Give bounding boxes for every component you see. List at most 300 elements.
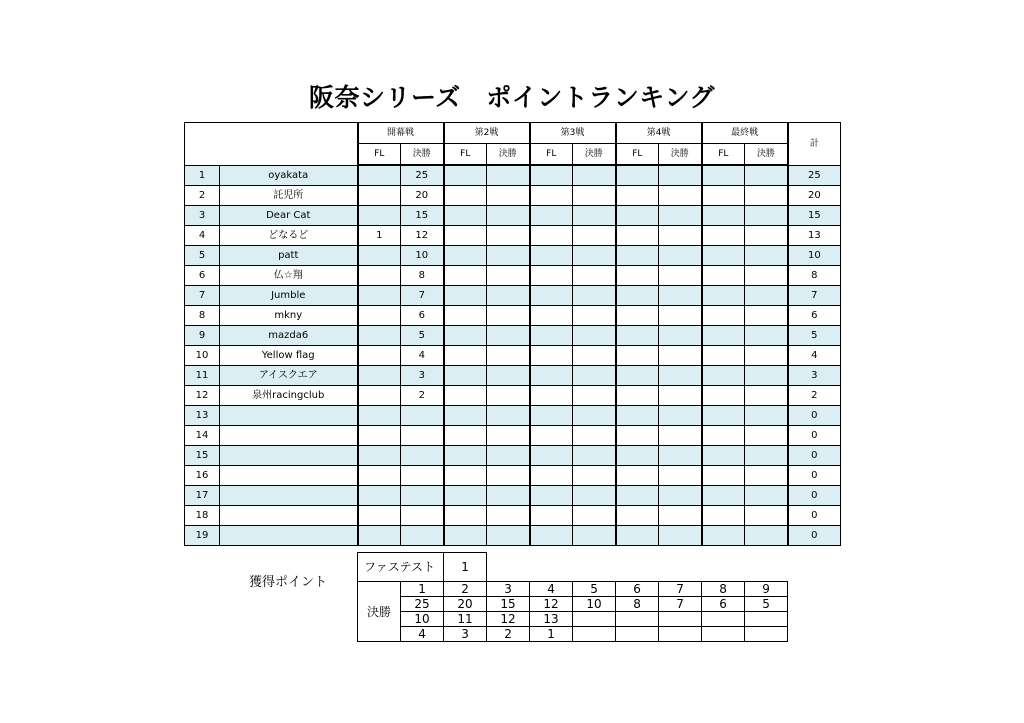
total-cell: 0 — [788, 446, 841, 466]
round2-fl-cell — [444, 526, 487, 546]
round5-final-cell — [745, 366, 788, 386]
position-cell: 7 — [659, 582, 702, 597]
round2-final-cell — [487, 466, 530, 486]
round5-fl-cell — [702, 286, 745, 306]
table-row — [185, 286, 841, 306]
ranking-table — [184, 122, 841, 546]
team-name-cell: 泉州racingclub — [220, 386, 358, 406]
positions-row — [358, 582, 788, 597]
round4-final-cell — [659, 486, 702, 506]
total-cell: 8 — [788, 266, 841, 286]
position-cell: 8 — [702, 582, 745, 597]
round4-fl-cell — [616, 226, 659, 246]
points-cell: 13 — [530, 612, 573, 627]
fl-header: FL — [702, 144, 745, 166]
table-row — [185, 446, 841, 466]
round5-final-cell — [745, 306, 788, 326]
team-name-cell: mazda6 — [220, 326, 358, 346]
round-header: 最終戦 — [702, 123, 788, 144]
round5-fl-cell — [702, 306, 745, 326]
team-name-cell — [220, 446, 358, 466]
round4-final-cell — [659, 446, 702, 466]
round1-fl-cell — [358, 446, 401, 466]
round3-fl-cell — [530, 346, 573, 366]
round5-final-cell — [745, 266, 788, 286]
total-cell: 0 — [788, 506, 841, 526]
team-name-cell — [220, 506, 358, 526]
total-cell: 0 — [788, 486, 841, 506]
round3-fl-cell — [530, 386, 573, 406]
points-cell — [659, 612, 702, 627]
points-cell: 7 — [659, 597, 702, 612]
team-name-cell: 託児所 — [220, 186, 358, 206]
round1-final-cell: 10 — [401, 246, 444, 266]
table-row — [185, 486, 841, 506]
total-cell: 20 — [788, 186, 841, 206]
round2-final-cell — [487, 246, 530, 266]
round4-final-cell — [659, 426, 702, 446]
position-cell: 1 — [401, 582, 444, 597]
team-name-cell: mkny — [220, 306, 358, 326]
round3-fl-cell — [530, 165, 573, 186]
round4-fl-cell — [616, 286, 659, 306]
rank-cell: 17 — [185, 486, 220, 506]
team-name-cell — [220, 426, 358, 446]
round4-final-cell — [659, 266, 702, 286]
round2-final-cell — [487, 266, 530, 286]
team-name-cell — [220, 486, 358, 506]
round2-final-cell — [487, 426, 530, 446]
blank-area — [487, 553, 788, 582]
round1-fl-cell — [358, 266, 401, 286]
points-cell: 8 — [616, 597, 659, 612]
round1-final-cell: 3 — [401, 366, 444, 386]
round2-fl-cell — [444, 466, 487, 486]
total-cell: 10 — [788, 246, 841, 266]
ranking-body — [185, 165, 841, 546]
final-header: 決勝 — [573, 144, 616, 166]
round3-final-cell — [573, 406, 616, 426]
round1-final-cell — [401, 426, 444, 446]
round3-final-cell — [573, 306, 616, 326]
rank-cell: 2 — [185, 186, 220, 206]
round3-final-cell — [573, 386, 616, 406]
round2-final-cell — [487, 446, 530, 466]
points-cell — [745, 627, 788, 642]
rank-cell: 6 — [185, 266, 220, 286]
team-name-cell — [220, 466, 358, 486]
round5-fl-cell — [702, 366, 745, 386]
round5-final-cell — [745, 406, 788, 426]
round3-fl-cell — [530, 206, 573, 226]
round3-fl-cell — [530, 366, 573, 386]
round5-fl-cell — [702, 486, 745, 506]
rank-cell: 14 — [185, 426, 220, 446]
round5-final-cell — [745, 466, 788, 486]
round2-fl-cell — [444, 246, 487, 266]
final-header: 決勝 — [401, 144, 444, 166]
round1-fl-cell — [358, 386, 401, 406]
round5-fl-cell — [702, 386, 745, 406]
points-cell: 4 — [401, 627, 444, 642]
team-name-cell: patt — [220, 246, 358, 266]
round-header: 第2戦 — [444, 123, 530, 144]
round1-fl-cell — [358, 506, 401, 526]
round2-final-cell — [487, 326, 530, 346]
round5-final-cell — [745, 386, 788, 406]
round3-final-cell — [573, 165, 616, 186]
round4-final-cell — [659, 466, 702, 486]
points-cell: 10 — [401, 612, 444, 627]
points-cell: 11 — [444, 612, 487, 627]
round1-final-cell: 20 — [401, 186, 444, 206]
final-header: 決勝 — [659, 144, 702, 166]
table-row — [185, 206, 841, 226]
total-cell: 5 — [788, 326, 841, 346]
round1-final-cell — [401, 446, 444, 466]
round4-fl-cell — [616, 186, 659, 206]
points-row — [358, 597, 788, 612]
round2-fl-cell — [444, 266, 487, 286]
points-cell: 12 — [487, 612, 530, 627]
total-cell: 7 — [788, 286, 841, 306]
team-name-cell: Jumble — [220, 286, 358, 306]
round3-fl-cell — [530, 286, 573, 306]
round4-fl-cell — [616, 426, 659, 446]
points-cell — [745, 612, 788, 627]
round3-fl-cell — [530, 426, 573, 446]
total-cell: 3 — [788, 366, 841, 386]
round1-final-cell — [401, 526, 444, 546]
round5-fl-cell — [702, 346, 745, 366]
round2-final-cell — [487, 206, 530, 226]
round1-final-cell: 8 — [401, 266, 444, 286]
round3-final-cell — [573, 366, 616, 386]
round1-final-cell: 5 — [401, 326, 444, 346]
rank-cell: 4 — [185, 226, 220, 246]
round2-final-cell — [487, 486, 530, 506]
round-header: 第3戦 — [530, 123, 616, 144]
points-cell — [616, 627, 659, 642]
round5-final-cell — [745, 286, 788, 306]
round1-final-cell — [401, 486, 444, 506]
points-cell — [659, 627, 702, 642]
round2-fl-cell — [444, 165, 487, 186]
round3-final-cell — [573, 246, 616, 266]
round1-final-cell — [401, 466, 444, 486]
round5-final-cell — [745, 246, 788, 266]
round4-fl-cell — [616, 406, 659, 426]
total-cell: 15 — [788, 206, 841, 226]
table-row — [185, 266, 841, 286]
table-row — [185, 346, 841, 366]
round3-fl-cell — [530, 226, 573, 246]
round2-fl-cell — [444, 186, 487, 206]
round3-fl-cell — [530, 186, 573, 206]
round2-final-cell — [487, 526, 530, 546]
round5-final-cell — [745, 486, 788, 506]
round1-final-cell: 25 — [401, 165, 444, 186]
round1-final-cell — [401, 406, 444, 426]
total-cell: 6 — [788, 306, 841, 326]
round1-final-cell — [401, 506, 444, 526]
total-cell: 0 — [788, 406, 841, 426]
round5-fl-cell — [702, 246, 745, 266]
round2-fl-cell — [444, 426, 487, 446]
round4-final-cell — [659, 326, 702, 346]
round2-fl-cell — [444, 486, 487, 506]
round2-fl-cell — [444, 346, 487, 366]
rank-cell: 10 — [185, 346, 220, 366]
round5-final-cell — [745, 165, 788, 186]
points-cell: 25 — [401, 597, 444, 612]
round3-final-cell — [573, 326, 616, 346]
total-header: 計 — [788, 123, 841, 166]
points-row — [358, 612, 788, 627]
points-table — [357, 552, 788, 642]
round4-fl-cell — [616, 506, 659, 526]
table-row — [185, 186, 841, 206]
round1-final-cell: 6 — [401, 306, 444, 326]
round1-fl-cell — [358, 206, 401, 226]
round5-fl-cell — [702, 446, 745, 466]
points-cell: 3 — [444, 627, 487, 642]
position-cell: 6 — [616, 582, 659, 597]
round3-fl-cell — [530, 326, 573, 346]
round2-final-cell — [487, 346, 530, 366]
rank-cell: 19 — [185, 526, 220, 546]
round1-final-cell: 15 — [401, 206, 444, 226]
round3-fl-cell — [530, 486, 573, 506]
rank-cell: 9 — [185, 326, 220, 346]
round3-fl-cell — [530, 526, 573, 546]
round2-fl-cell — [444, 206, 487, 226]
header-blank — [185, 123, 358, 166]
position-cell: 5 — [573, 582, 616, 597]
round5-final-cell — [745, 206, 788, 226]
round2-final-cell — [487, 406, 530, 426]
round4-fl-cell — [616, 466, 659, 486]
round1-fl-cell — [358, 286, 401, 306]
fl-header: FL — [358, 144, 401, 166]
round5-final-cell — [745, 526, 788, 546]
round5-fl-cell — [702, 165, 745, 186]
round4-final-cell — [659, 406, 702, 426]
round1-fl-cell — [358, 165, 401, 186]
round5-final-cell — [745, 506, 788, 526]
round1-final-cell: 7 — [401, 286, 444, 306]
round3-final-cell — [573, 526, 616, 546]
round3-fl-cell — [530, 406, 573, 426]
round5-final-cell — [745, 326, 788, 346]
team-name-cell: Yellow flag — [220, 346, 358, 366]
round4-final-cell — [659, 226, 702, 246]
table-row — [185, 406, 841, 426]
round2-fl-cell — [444, 306, 487, 326]
round3-fl-cell — [530, 506, 573, 526]
round4-final-cell — [659, 506, 702, 526]
table-row — [185, 246, 841, 266]
round3-fl-cell — [530, 266, 573, 286]
round5-fl-cell — [702, 186, 745, 206]
total-cell: 4 — [788, 346, 841, 366]
round4-fl-cell — [616, 366, 659, 386]
round5-final-cell — [745, 446, 788, 466]
position-cell: 2 — [444, 582, 487, 597]
round3-final-cell — [573, 226, 616, 246]
round5-fl-cell — [702, 206, 745, 226]
round3-fl-cell — [530, 306, 573, 326]
rank-cell: 15 — [185, 446, 220, 466]
points-cell — [616, 612, 659, 627]
points-cell: 15 — [487, 597, 530, 612]
round2-fl-cell — [444, 326, 487, 346]
round3-fl-cell — [530, 446, 573, 466]
round2-final-cell — [487, 226, 530, 246]
final-header: 決勝 — [487, 144, 530, 166]
round4-fl-cell — [616, 446, 659, 466]
round2-final-cell — [487, 306, 530, 326]
rank-cell: 5 — [185, 246, 220, 266]
total-cell: 0 — [788, 526, 841, 546]
fl-header: FL — [444, 144, 487, 166]
round1-fl-cell: 1 — [358, 226, 401, 246]
fl-header: FL — [530, 144, 573, 166]
total-cell: 0 — [788, 466, 841, 486]
fastest-value: 1 — [444, 553, 487, 582]
points-cell: 1 — [530, 627, 573, 642]
round2-fl-cell — [444, 226, 487, 246]
round5-fl-cell — [702, 266, 745, 286]
round5-final-cell — [745, 226, 788, 246]
points-row — [358, 627, 788, 642]
points-label: 獲得ポイント — [249, 575, 328, 590]
round2-fl-cell — [444, 506, 487, 526]
table-row — [185, 526, 841, 546]
position-cell: 9 — [745, 582, 788, 597]
team-name-cell: 仏☆翔 — [220, 266, 358, 286]
round1-fl-cell — [358, 186, 401, 206]
rank-cell: 7 — [185, 286, 220, 306]
total-cell: 2 — [788, 386, 841, 406]
fl-header: FL — [616, 144, 659, 166]
round2-final-cell — [487, 165, 530, 186]
round2-fl-cell — [444, 386, 487, 406]
round1-fl-cell — [358, 406, 401, 426]
round1-fl-cell — [358, 426, 401, 446]
round-header: 第4戦 — [616, 123, 702, 144]
table-row — [185, 326, 841, 346]
round3-final-cell — [573, 506, 616, 526]
round4-final-cell — [659, 386, 702, 406]
round5-fl-cell — [702, 506, 745, 526]
total-cell: 0 — [788, 426, 841, 446]
round3-final-cell — [573, 426, 616, 446]
round4-final-cell — [659, 346, 702, 366]
round1-fl-cell — [358, 466, 401, 486]
rank-cell: 8 — [185, 306, 220, 326]
round3-final-cell — [573, 446, 616, 466]
table-row — [185, 306, 841, 326]
round2-fl-cell — [444, 286, 487, 306]
team-name-cell: oyakata — [220, 165, 358, 186]
round1-fl-cell — [358, 346, 401, 366]
round3-final-cell — [573, 486, 616, 506]
round4-final-cell — [659, 165, 702, 186]
points-cell: 10 — [573, 597, 616, 612]
round2-final-cell — [487, 366, 530, 386]
round4-fl-cell — [616, 346, 659, 366]
round4-final-cell — [659, 286, 702, 306]
round3-fl-cell — [530, 246, 573, 266]
round4-fl-cell — [616, 486, 659, 506]
points-cell — [702, 612, 745, 627]
round4-fl-cell — [616, 526, 659, 546]
round1-fl-cell — [358, 486, 401, 506]
rank-cell: 18 — [185, 506, 220, 526]
table-row — [185, 386, 841, 406]
round4-fl-cell — [616, 306, 659, 326]
round2-fl-cell — [444, 366, 487, 386]
round3-final-cell — [573, 266, 616, 286]
team-name-cell: アイスクエア — [220, 366, 358, 386]
round2-final-cell — [487, 386, 530, 406]
table-row — [185, 506, 841, 526]
round5-fl-cell — [702, 526, 745, 546]
total-cell: 25 — [788, 165, 841, 186]
team-name-cell: どなるど — [220, 226, 358, 246]
rank-cell: 3 — [185, 206, 220, 226]
round1-final-cell: 12 — [401, 226, 444, 246]
table-row — [185, 226, 841, 246]
round1-fl-cell — [358, 326, 401, 346]
round2-fl-cell — [444, 446, 487, 466]
position-cell: 4 — [530, 582, 573, 597]
round5-fl-cell — [702, 426, 745, 446]
final-header: 決勝 — [745, 144, 788, 166]
round3-final-cell — [573, 466, 616, 486]
round2-final-cell — [487, 286, 530, 306]
points-cell: 20 — [444, 597, 487, 612]
round1-final-cell: 2 — [401, 386, 444, 406]
round3-fl-cell — [530, 466, 573, 486]
table-row — [185, 165, 841, 186]
page-title: 阪奈シリーズ ポイントランキング — [308, 83, 715, 112]
round1-fl-cell — [358, 306, 401, 326]
round3-final-cell — [573, 286, 616, 306]
round5-final-cell — [745, 346, 788, 366]
round4-final-cell — [659, 246, 702, 266]
position-cell: 3 — [487, 582, 530, 597]
rank-cell: 1 — [185, 165, 220, 186]
round-header: 開幕戦 — [358, 123, 444, 144]
points-cell: 12 — [530, 597, 573, 612]
round1-fl-cell — [358, 366, 401, 386]
round4-fl-cell — [616, 165, 659, 186]
round1-fl-cell — [358, 526, 401, 546]
points-cell: 6 — [702, 597, 745, 612]
points-cell — [702, 627, 745, 642]
round4-final-cell — [659, 366, 702, 386]
table-row — [185, 366, 841, 386]
points-cell: 2 — [487, 627, 530, 642]
round2-final-cell — [487, 186, 530, 206]
final-label: 決勝 — [358, 582, 401, 642]
round3-final-cell — [573, 206, 616, 226]
round4-final-cell — [659, 306, 702, 326]
round4-fl-cell — [616, 206, 659, 226]
team-name-cell: Dear Cat — [220, 206, 358, 226]
